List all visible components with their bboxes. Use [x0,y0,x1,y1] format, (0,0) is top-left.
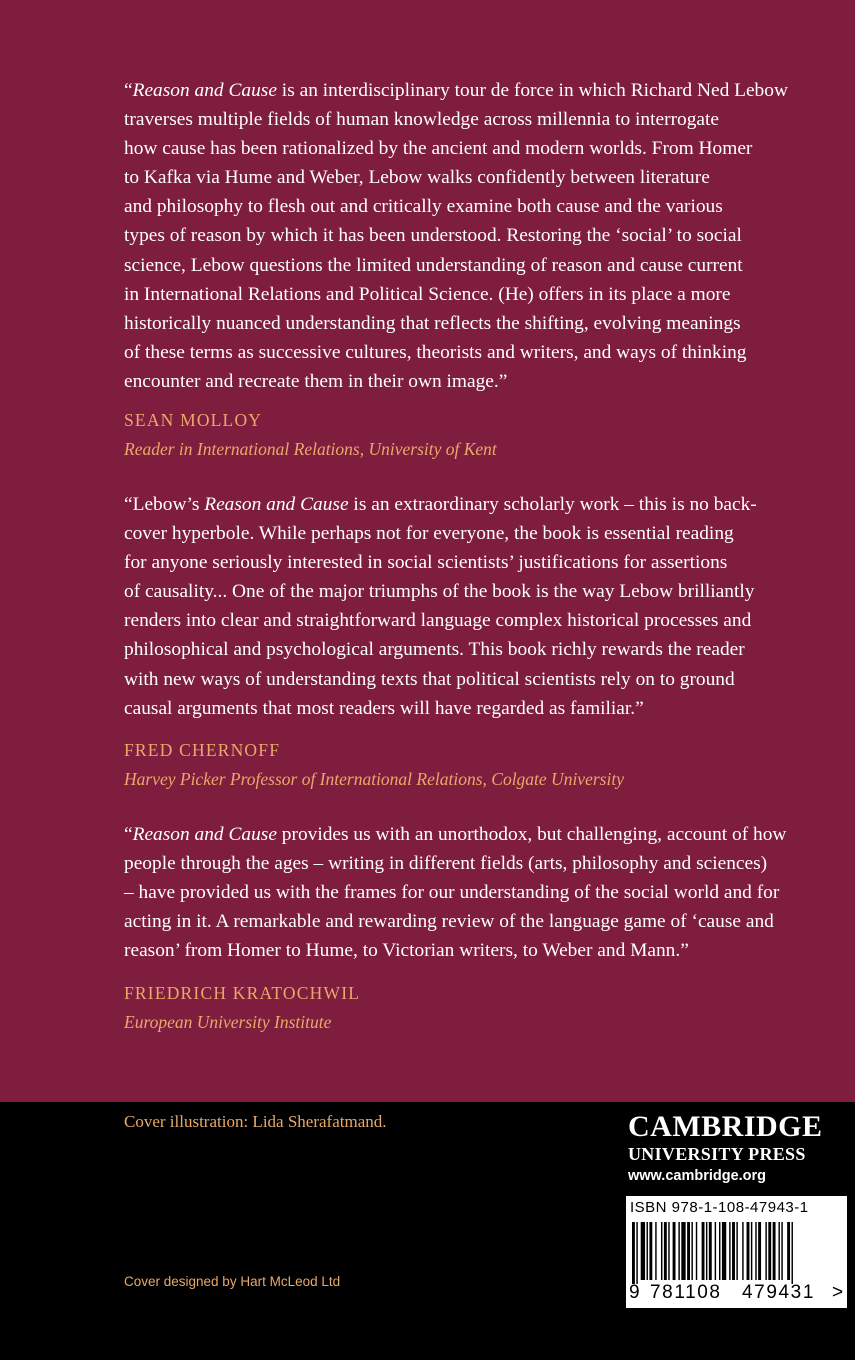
blurb-line-text: – have provided us with the frames for our understanding of the social world and for [124,882,780,904]
reviewer-name-1: SEAN MOLLOY [124,410,263,430]
barcode-bar [702,1222,705,1280]
blurb-line-text: types of reason by which it has been understood. Restoring the ‘social’ to social [124,225,742,247]
barcode-bar [768,1222,771,1280]
barcode-bar [636,1222,637,1284]
barcode-bar [729,1222,730,1280]
blurb-line [124,367,840,396]
blurb-line [124,163,840,192]
blurb-line [124,849,840,878]
barcode-digit-group-1: 781108 [650,1282,722,1303]
book-title-italic: Reason and Cause [204,494,349,515]
blurb-line-text: science, Lebow questions the limited understanding of reason and cause current [124,254,743,276]
barcode-bar [787,1222,790,1280]
blurb-line [124,694,840,723]
blurb-line-text: philosophical and psychological arguments. This book richly rewards the reader [124,639,745,661]
barcode-bar [664,1222,667,1280]
blurb-line-text: cover hyperbole. While perhaps not for everyone, the book is essential reading [124,523,734,545]
blurb-line [124,519,840,548]
barcode-bar [715,1222,716,1280]
cover-designer-credit: Cover designed by Hart McLeod Ltd [124,1274,341,1289]
blurb-line-text: historically nuanced understanding that reflects the shifting, evolving meanings [124,312,741,334]
barcode-bar [696,1222,697,1280]
blurb-quote-1 [124,76,840,396]
blurb-line [124,309,840,338]
reviewer-title-2: Harvey Picker Professor of International Relations, Colgate University [124,769,624,789]
barcode-bar [742,1222,743,1280]
barcode-bar [781,1222,782,1280]
blurb-line [124,635,840,664]
barcode-bar [649,1222,652,1280]
blurb-line [124,548,840,577]
barcode-bar [673,1222,676,1280]
barcode-bar [747,1222,750,1280]
barcode-bar [736,1222,737,1280]
barcode-digit-group-2: 479431 [742,1282,816,1303]
publisher-logo-line2: UNIVERSITY PRESS [628,1144,806,1164]
publisher-logo-line1: CAMBRIDGE [628,1110,823,1143]
barcode-bars-icon [632,1222,841,1284]
blurb-line [124,665,840,694]
blurb-line-text: causal arguments that most readers will have regarded as familiar.” [124,697,644,719]
blurb-line [124,221,840,250]
reviewer-title-3: European University Institute [124,1012,332,1032]
blurb-line [124,134,840,163]
barcode-digit-lead: 9 [629,1282,640,1303]
blurb-line-text: of causality... One of the major triumphs of the book is the way Lebow brilliantly [124,581,755,603]
blurb-quote-2 [124,490,840,723]
blurb-line [124,490,840,519]
reviewer-title-1: Reader in International Relations, University of Kent [124,439,497,459]
blurb-line-text: of these terms as successive cultures, theorists and writers, and ways of thinking [124,341,747,363]
barcode-bar [632,1222,635,1284]
reviewer-name-2: FRED CHERNOFF [124,740,281,760]
barcode-bar [678,1222,679,1280]
blurb-line-prefix: “ [124,80,133,101]
blurb-line-text: is an extraordinary scholarly work – this is no back- [348,494,757,515]
blurb-line [124,280,840,309]
barcode-bar [758,1222,761,1280]
barcode-bar [792,1222,793,1284]
blurb-line [124,820,840,849]
barcode-bar [719,1222,720,1280]
blurb-line [124,936,840,965]
blurb-line [124,338,840,367]
blurb-line-text: acting in it. A remarkable and rewarding review of the language game of ‘cause and [124,911,774,933]
blurb-line-text: renders into clear and straightforward language complex historical processes and [124,610,752,632]
isbn-label: ISBN 978-1-108-47943-1 [630,1199,809,1216]
blurb-line-prefix: “ [124,824,133,845]
barcode-bar [661,1222,662,1280]
blurb-line-text: is an interdisciplinary tour de force in which Richard Ned Lebow [276,80,788,101]
blurb-line-text: and philosophy to flesh out and critically examine both cause and the various [124,196,723,218]
blurb-line [124,907,840,936]
barcode-bar [687,1222,690,1280]
barcode-bar [765,1222,766,1280]
barcode-bar [647,1222,648,1280]
barcode-bar [773,1222,776,1280]
blurb-line [124,251,840,280]
blurb-line [124,577,840,606]
isbn-barcode [626,1196,847,1308]
blurb-line [124,76,840,105]
blurb-line-text: encounter and recreate them in their own image.” [124,370,508,392]
blurb-line [124,606,840,635]
barcode-bar [755,1222,756,1280]
barcode-bar [691,1222,692,1280]
blurb-line-text: how cause has been rationalized by the ancient and modern worlds. From Homer [124,138,753,160]
publisher-website: www.cambridge.org [628,1168,767,1184]
barcode-bar [668,1222,669,1280]
cover-illustration-credit: Cover illustration: Lida Sherafatmand. [124,1112,387,1131]
blurb-line-text: provides us with an unorthodox, but challenging, account of how [276,824,787,845]
blurb-line [124,878,840,907]
blurb-line-text: to Kafka via Hume and Weber, Lebow walks confidently between literature [124,167,710,189]
blurb-line-text: with new ways of understanding texts that political scientists rely on to ground [124,668,735,690]
blurb-line [124,105,840,134]
blurb-line-text: people through the ages – writing in different fields (arts, philosophy and sciences) [124,853,768,875]
barcode-bar [722,1222,726,1280]
blurb-line-text: for anyone seriously interested in social scientists’ justifications for assertions [124,552,728,574]
book-title-italic: Reason and Cause [132,80,277,101]
barcode-bar [641,1222,645,1280]
barcode-bar [709,1222,712,1280]
book-title-italic: Reason and Cause [132,824,277,845]
barcode-bar [732,1222,735,1280]
blurb-line [124,192,840,221]
barcode-quiet-zone-arrow: > [832,1282,844,1303]
blurb-quote-3 [124,820,840,965]
barcode-bar [778,1222,779,1280]
barcode-bar [751,1222,752,1280]
blurb-line-text: reason’ from Homer to Hume, to Victorian writers, to Weber and Mann.” [124,940,689,962]
barcode-bar [655,1222,656,1280]
blurb-line-text: in International Relations and Political Science. (He) offers in its place a more [124,283,731,305]
reviewer-name-3: FRIEDRICH KRATOCHWIL [124,983,361,1003]
barcode-bar [706,1222,707,1280]
barcode-bar [681,1222,685,1280]
blurb-line-text: traverses multiple fields of human knowledge across millennia to interrogate [124,109,720,131]
blurb-line-prefix: “Lebow’s [124,494,205,515]
